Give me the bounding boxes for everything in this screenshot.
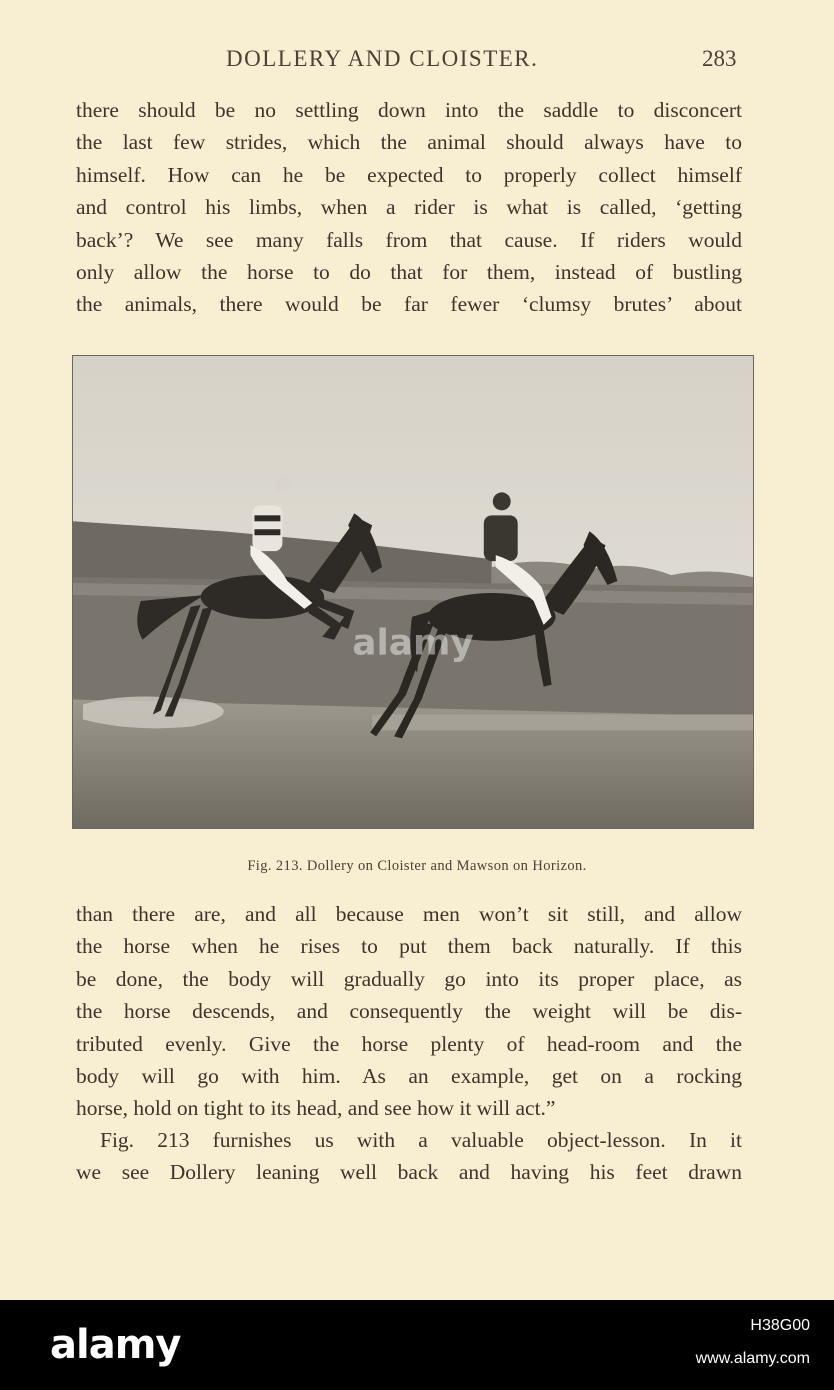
stock-footer-bar	[0, 1300, 834, 1390]
page-number: 283	[702, 46, 737, 71]
paragraph-3	[76, 1124, 742, 1189]
text-line: Fig. 213 furnishes us with a valuable object-lesson. In it	[100, 1128, 742, 1152]
text-line: body will go with him. As an example, get on a rocking	[76, 1063, 742, 1088]
text-line: and control his limbs, when a rider is what is called, ‘getting	[76, 195, 742, 220]
text-line: back’? We see many falls from that cause. If riders would	[76, 227, 742, 252]
watermark: alamy	[352, 622, 474, 664]
text-line: the animals, there would be far fewer ‘clumsy brutes’ about	[76, 292, 742, 317]
text-line: the last few strides, which the animal should always have to	[76, 130, 742, 155]
text-line: the horse when he rises to put them back naturally. If this	[76, 934, 742, 959]
paragraph-2	[76, 898, 742, 1125]
site-url[interactable]: www.alamy.com	[695, 1350, 810, 1367]
steeplechase-photo	[73, 356, 753, 828]
text-line: be done, the body will gradually go into its proper place, as	[76, 966, 742, 991]
running-head	[0, 46, 834, 76]
running-head-title: DOLLERY AND CLOISTER.	[226, 46, 539, 71]
text-line: we see Dollery leaning well back and having his feet drawn	[76, 1160, 742, 1185]
text-line: only allow the horse to do that for them, instead of bustling	[76, 259, 742, 284]
text-line: tributed evenly. Give the horse plenty of head-room and the	[76, 1031, 742, 1056]
text-line: himself. How can he be expected to properly collect himself	[76, 162, 742, 187]
figure-photograph	[72, 355, 754, 829]
text-line: than there are, and all because men won’t sit still, and allow	[76, 902, 742, 926]
paragraph-1	[76, 94, 742, 321]
figure-caption: Fig. 213. Dollery on Cloister and Mawson on Horizon.	[247, 858, 587, 874]
text-line: the horse descends, and consequently the weight will be dis-	[76, 999, 742, 1024]
dust-cloud	[83, 697, 224, 729]
take-off-board	[372, 714, 753, 730]
image-id: H38G00	[750, 1317, 810, 1334]
text-line: horse, hold on tight to its head, and see how it will act.”	[76, 1096, 556, 1121]
alamy-logo: alamy	[50, 1322, 181, 1368]
text-line: there should be no settling down into the saddle to disconcert	[76, 98, 742, 122]
